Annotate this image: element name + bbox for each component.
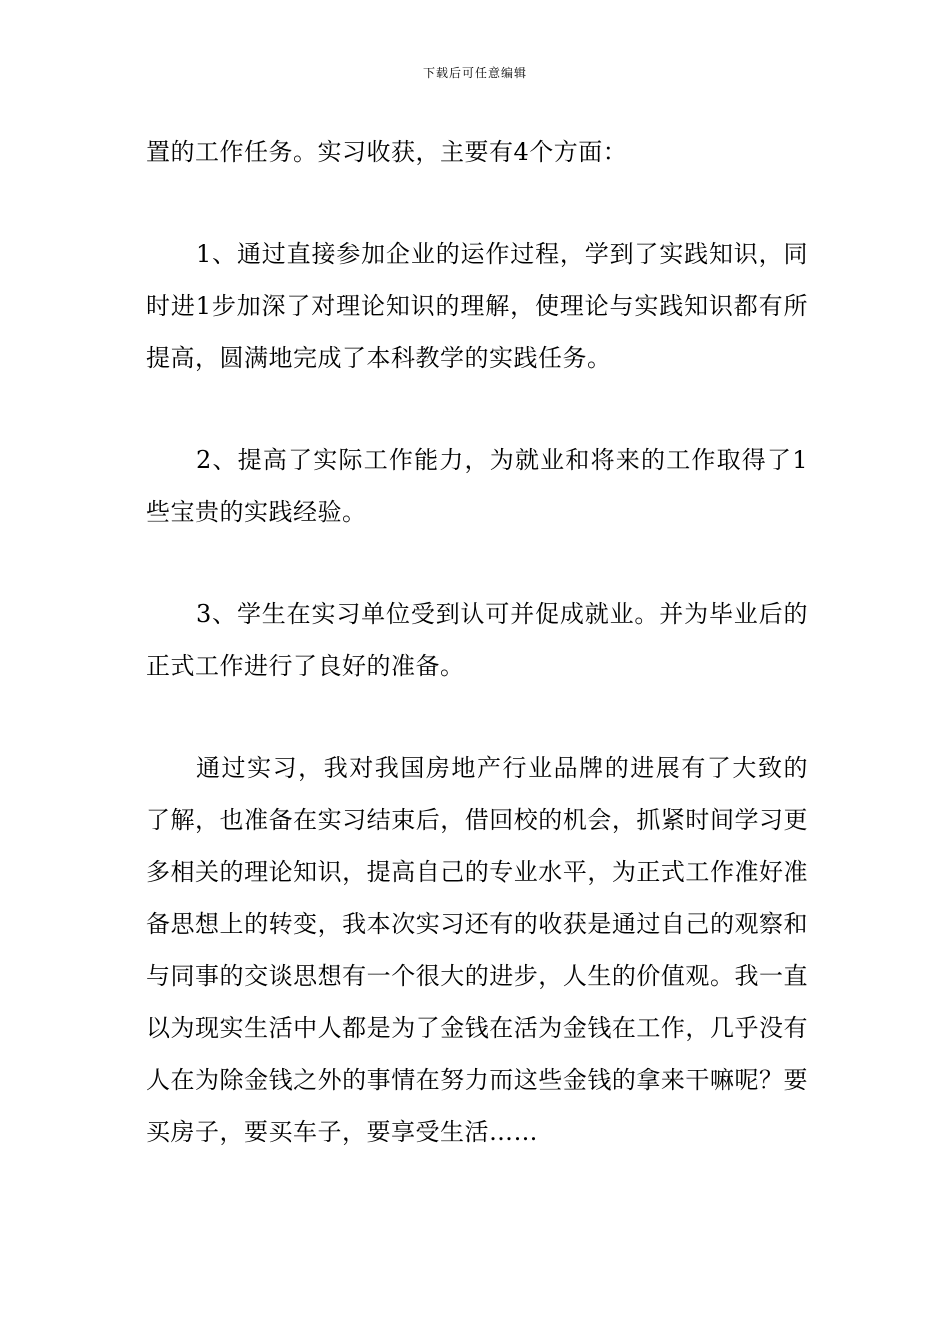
paragraph-item-1: 1、通过直接参加企业的运作过程，学到了实践知识，同时进1步加深了对理论知识的理解，使理论与实践知识都有所提高，圆满地完成了本科教学的实践任务。 xyxy=(146,240,808,372)
paragraph-item-3: 3、学生在实习单位受到认可并促成就业。并为毕业后的正式工作进行了良好的准备。 xyxy=(146,600,808,680)
paragraph-continuation: 置的工作任务。实习收获，主要有4个方面： xyxy=(146,138,628,166)
document-body xyxy=(146,126,808,1208)
page-header-note: 下载后可任意编辑 xyxy=(422,66,527,80)
paragraph-conclusion: 通过实习，我对我国房地产行业品牌的进展有了大致的了解，也准备在实习结束后，借回校的机会，抓紧时间学习更多相关的理论知识，提高自己的专业水平，为正式工作准好准备思想上的转变，我本次实习还有的收获是通过自己的观察和与同事的交谈思想有一个很大的进步，人生的价值观。我一直以为现实生活中人都是为了金钱在活为金钱在工作，几乎没有人在为除金钱之外的事情在努力而这些金钱的拿来干嘛呢？要买房子，要买车子，要享受生活…… xyxy=(146,754,808,1146)
paragraph-item-2: 2、提高了实际工作能力，为就业和将来的工作取得了1些宝贵的实践经验。 xyxy=(146,446,808,526)
